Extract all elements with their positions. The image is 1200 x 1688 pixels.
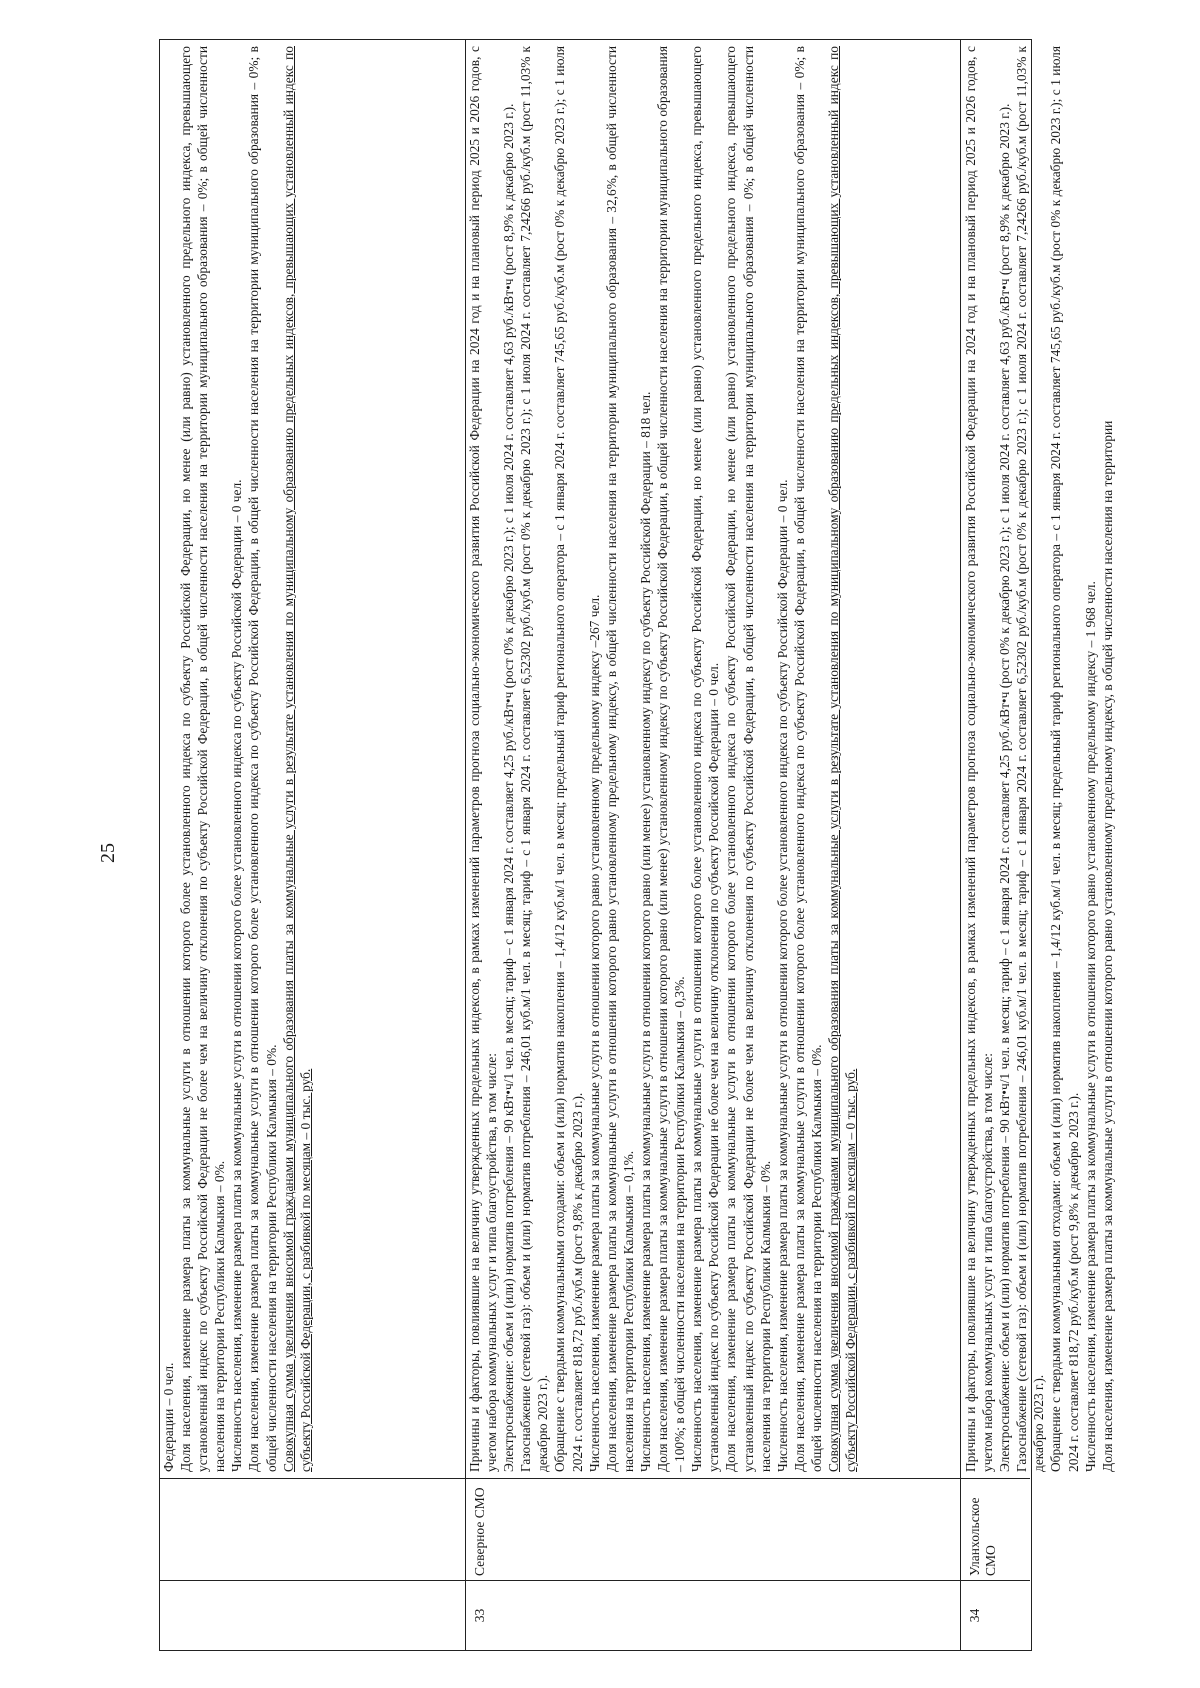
text-line: Электроснабжение: объем и (или) норматив потребления – 90 кВт•ч/1 чел. в месяц; тариф – с 1 января 2024 г. составляет 4,25 руб./кВт•ч (рост 0% к декабрю 2023 г.); с 1 июля 2024 г. составляет 4,63 руб./кВт•ч (рост 8,9% к декабрю 2023 г.). [501,103,517,1472]
text-line: Доля населения, изменение размера платы за коммунальные услуги в отношении которого равно установленному предельному индексу, в общей численности населения на территории [1099,420,1115,1472]
row-number-cell: 33 [466,1580,960,1650]
text-line: Численность населения, изменение размера платы за коммунальные услуги в отношении которого более установленного индекса по субъекту Российской Федерации – 0 чел. [229,479,245,1472]
text-line-underlined [825,46,859,1472]
text-line: Причины и факторы, повлиявшие на величину утвержденных предельных индексов, в рамках изменений параметров прогноза социально-экономического развития Российской Федерации на 2024 год и на плановый период 2025 и 2026 годов, с учетом набора коммунальных услуг и типа благоустройства, в том числе: [467,46,500,1472]
municipality-name-cell [160,1478,465,1580]
text-line: Численность населения, изменение размера платы за коммунальные услуги в отношении которого равно установленному предельному индексу – 1 968 чел. [1082,581,1098,1472]
underlined-total: Совокупная сумма увеличения вносимой гражданами муниципального образования платы за коммунальные услуги в результате установления по муниципальному образованию предельных индексов, превышающих установленный индекс по субъекту Российской Федерации, с разбивкой по месяцам – 0 тыс. руб. [280,46,313,1472]
row-number-cell [160,1580,465,1650]
text-line: Газоснабжение (сетевой газ): объем и (или) норматив потребления – 246,01 куб.м/1 чел. в месяц; тариф – с 1 января 2024 г. составляет 6,52302 руб./куб.м (рост 0% к декабрю 2023 г.); с 1 июля 2024 г. составляет 7,24266 руб./куб.м (рост 11,03% к декабрю 2023 г.). [518,46,551,1472]
text-line: Доля населения, изменение размера платы за коммунальные услуги в отношении которого равно установленному предельному индексу, в общей численности населения на территории муниципального образования – 32,6%, в общей численности населения на территории Республики Калмыкия – 0,1%. [603,46,636,1472]
text-line: Доля населения, изменение размера платы за коммунальные услуги в отношении которого более установленного индекса по субъекту Российской Федерации, но менее (или равно) установленного предельного индекса, превышающего установленный индекс по субъекту Российской Федерации не более чем на величину отклонения по субъекту Российской Федерации, в общей численности населения на территории муниципального образования – 0%; в общей численности населения на территории Республики Калмыкия – 0%. [178,46,228,1472]
text-line: Доля населения, изменение размера платы за коммунальные услуги в отношении которого более установленного индекса по субъекту Российской Федерации, в общей численности населения на территории муниципального образования – 0%; в общей численности населения на территории Республики Калмыкия – 0%. [791,46,824,1472]
text-line: Причины и факторы, повлиявшие на величину утвержденных предельных индексов, в рамках изменений параметров прогноза социально-экономического развития Российской Федерации на 2024 год и на плановый период 2025 и 2026 годов, с учетом набора коммунальных услуг и типа благоустройства, в том числе: [963,46,996,1472]
page-number: 25 [97,843,119,863]
underlined-total: Совокупная сумма увеличения вносимой гражданами муниципального образования платы за коммунальные услуги в результате установления по муниципальному образованию предельных индексов, превышающих установленный индекс по субъекту Российской Федерации, с разбивкой по месяцам – 0 тыс. руб. [825,46,859,1472]
municipality-name-cell: Уланхольское СМО [961,1478,1030,1580]
text-line: Газоснабжение (сетевой газ): объем и (или) норматив потребления – 246,01 куб.м/1 чел. в месяц; тариф – с 1 января 2024 г. составляет 6,52302 руб./куб.м (рост 0% к декабрю 2023 г.); с 1 июля 2024 г. составляет 7,24266 руб./куб.м (рост 11,03% к декабрю 2023 г.). [1014,46,1047,1472]
text-line: Численность населения, изменение размера платы за коммунальные услуги в отношении которого более установленного индекса по субъекту Российской Федерации – 0 чел. [774,479,790,1472]
text-line: Доля населения, изменение размера платы за коммунальные услуги в отношении которого более установленного индекса по субъекту Российской Федерации, в общей численности населения на территории муниципального образования – 0%; в общей численности населения на территории Республики Калмыкия – 0%. [246,46,279,1472]
table-row-33 [466,40,961,1650]
text-line: Численность населения, изменение размера платы за коммунальные услуги в отношении которого более установленного индекса по субъекту Российской Федерации, но менее (или равно) установленного предельного индекса, превышающего установленный индекс по субъекту Российской Федерации не более чем на величину отклонения по субъекту Российской Федерации – 0 чел. [689,46,722,1472]
text-line: Численность населения, изменение размера платы за коммунальные услуги в отношении которого равно установленному предельному индексу –267 чел. [586,594,602,1472]
description-cell [466,40,960,1478]
text-line: Доля населения, изменение размера платы за коммунальные услуги в отношении которого более установленного индекса по субъекту Российской Федерации, но менее (или равно) установленного предельного индекса, превышающего установленный индекс по субъекту Российской Федерации не более чем на величину отклонения по субъекту Российской Федерации, в общей численности населения на территории муниципального образования – 0%; в общей численности населения на территории Республики Калмыкия – 0%. [723,46,773,1472]
description-cell [961,40,1115,1478]
text-line: Численность населения, изменение размера платы за коммунальные услуги в отношении которого равно (или менее) установленному индексу по субъекту Российской Федерации – 818 чел. [637,391,653,1472]
table-row-34 [961,40,1115,1650]
row-number-cell: 34 [961,1580,1030,1650]
municipality-name-cell: Северное СМО [466,1478,960,1580]
text-line: Федерации – 0 чел. [161,1362,176,1472]
text-line: Обращение с твердыми коммунальными отходами: объем и (или) норматив накопления – 1,4/12 куб.м/1 чел. в месяц; предельный тариф регионального оператора – с 1 января 2024 г. составляет 745,65 руб./куб.м (рост 0% к декабрю 2023 г.); с 1 июля 2024 г. составляет 818,72 руб./куб.м (рост 9,8% к декабрю 2023 г.). [1048,46,1081,1472]
text-line: Электроснабжение: объем и (или) норматив потребления – 90 кВт•ч/1 чел. в месяц; тариф – с 1 января 2024 г. составляет 4,25 руб./кВт•ч (рост 0% к декабрю 2023 г.); с 1 июля 2024 г. составляет 4,63 руб./кВт•ч (рост 8,9% к декабрю 2023 г.). [997,103,1013,1472]
description-cell [160,40,465,1478]
text-line: Обращение с твердыми коммунальными отходами: объем и (или) норматив накопления – 1,4/12 куб.м/1 чел. в месяц; предельный тариф регионального оператора – с 1 января 2024 г. составляет 745,65 руб./куб.м (рост 0% к декабрю 2023 г.); с 1 июля 2024 г. составляет 818,72 руб./куб.м (рост 9,8% к декабрю 2023 г.). [552,46,585,1472]
text-line: Доля населения, изменение размера платы за коммунальные услуги в отношении которого равно (или менее) установленному индексу по субъекту Российской Федерации, в общей численности населения на территории муниципального образования – 100%; в общей численности населения на территории Республики Калмыкия – 0,3%. [655,46,688,1472]
text-line-underlined [280,46,314,1472]
table-row-continuation [160,40,466,1650]
indices-table [159,39,1115,1651]
